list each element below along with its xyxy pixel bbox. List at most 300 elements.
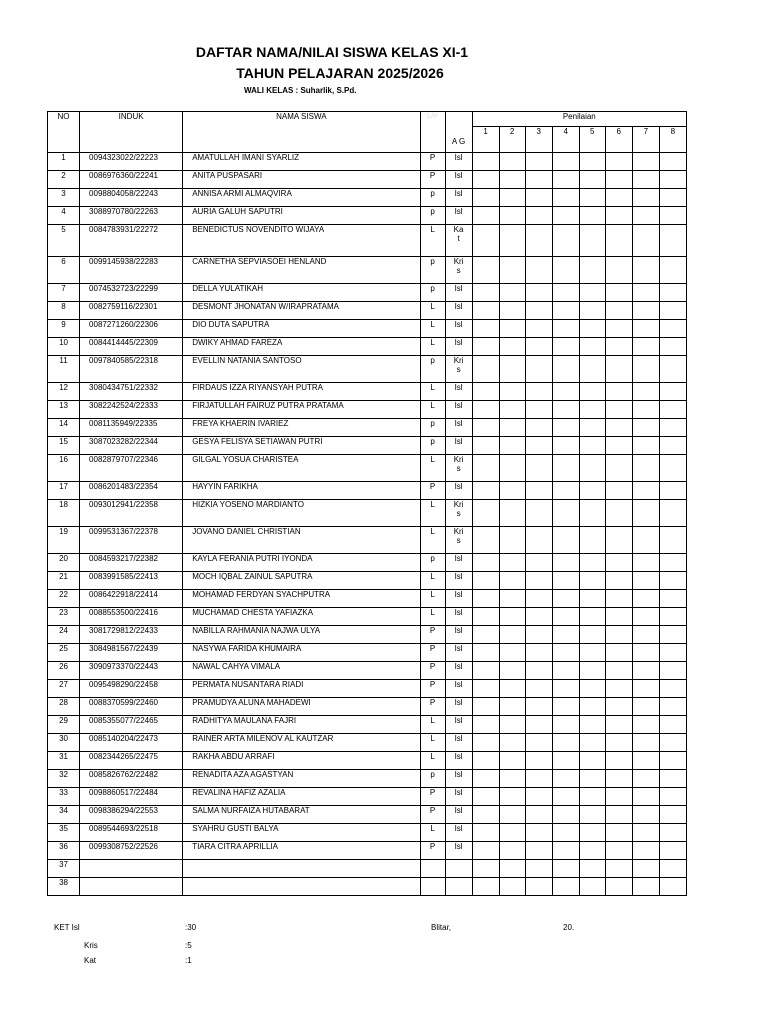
cell-lp: L [420, 590, 445, 608]
page-subtitle: TAHUN PELAJARAN 2025/2026 [236, 65, 444, 81]
cell-score [632, 356, 659, 383]
cell-score [472, 302, 499, 320]
cell-score [499, 680, 525, 698]
cell-score [472, 572, 499, 590]
cell-lp: L [420, 527, 445, 554]
cell-score [499, 383, 525, 401]
cell-score [632, 734, 659, 752]
cell-score [579, 171, 605, 189]
cell-score [579, 153, 605, 171]
cell-score [579, 419, 605, 437]
cell-score [472, 284, 499, 302]
cell-nama: RADHITYA MAULANA FAJRI [183, 716, 420, 734]
cell-score [579, 554, 605, 572]
cell-lp: p [420, 189, 445, 207]
cell-score [632, 302, 659, 320]
cell-score [552, 225, 579, 257]
cell-score [499, 419, 525, 437]
cell-score [499, 554, 525, 572]
cell-induk: 0086976360/22241 [80, 171, 183, 189]
cell-agama: Isl [445, 383, 472, 401]
cell-score [472, 320, 499, 338]
cell-nama: HAYYIN FARIKHA [183, 482, 420, 500]
cell-score [659, 788, 686, 806]
cell-no: 10 [48, 338, 80, 356]
cell-score [605, 257, 632, 284]
cell-score [605, 716, 632, 734]
cell-score [552, 608, 579, 626]
cell-lp: p [420, 437, 445, 455]
table-row [48, 590, 687, 608]
header-nama: NAMA SISWA [183, 112, 420, 153]
cell-induk: 0099145938/22283 [80, 257, 183, 284]
cell-score [579, 842, 605, 860]
cell-agama: Isl [445, 842, 472, 860]
cell-score [659, 644, 686, 662]
cell-score [605, 189, 632, 207]
cell-score [525, 500, 552, 527]
cell-score [525, 225, 552, 257]
cell-score [659, 338, 686, 356]
cell-induk: 3082242524/22333 [80, 401, 183, 419]
cell-no: 36 [48, 842, 80, 860]
cell-no: 27 [48, 680, 80, 698]
cell-score [632, 626, 659, 644]
cell-score [632, 189, 659, 207]
cell-no: 11 [48, 356, 80, 383]
cell-score [632, 824, 659, 842]
cell-score [659, 626, 686, 644]
cell-score [579, 770, 605, 788]
cell-score [499, 401, 525, 419]
cell-score [472, 824, 499, 842]
cell-lp: L [420, 225, 445, 257]
header-penilaian: Penilaian [472, 112, 686, 127]
cell-score [605, 383, 632, 401]
cell-lp: P [420, 171, 445, 189]
cell-score [605, 788, 632, 806]
cell-score [605, 608, 632, 626]
cell-score [525, 257, 552, 284]
cell-induk [80, 878, 183, 896]
cell-score [632, 482, 659, 500]
cell-score [632, 207, 659, 225]
page-title: DAFTAR NAMA/NILAI SISWA KELAS XI-1 [195, 44, 469, 60]
cell-score [525, 860, 552, 878]
cell-no: 25 [48, 644, 80, 662]
cell-score [472, 338, 499, 356]
cell-score [605, 554, 632, 572]
cell-score [472, 527, 499, 554]
cell-score [499, 171, 525, 189]
cell-score [632, 752, 659, 770]
cell-score [472, 401, 499, 419]
cell-score [499, 572, 525, 590]
cell-score [499, 698, 525, 716]
cell-score [659, 860, 686, 878]
cell-score [472, 419, 499, 437]
cell-lp: L [420, 401, 445, 419]
cell-nama: DWIKY AHMAD FAREZA [183, 338, 420, 356]
cell-score [499, 284, 525, 302]
cell-lp: L [420, 734, 445, 752]
cell-nama: FREYA KHAERIN IVARIEZ [183, 419, 420, 437]
ket-kris-value: :5 [185, 941, 192, 950]
cell-score [579, 338, 605, 356]
cell-score [632, 788, 659, 806]
cell-score [605, 437, 632, 455]
cell-score [605, 734, 632, 752]
cell-score [579, 860, 605, 878]
cell-score [605, 284, 632, 302]
cell-induk: 3087023282/22344 [80, 437, 183, 455]
cell-score [472, 383, 499, 401]
table-row [48, 644, 687, 662]
cell-score [605, 770, 632, 788]
cell-score [499, 734, 525, 752]
cell-score [499, 482, 525, 500]
cell-score [659, 698, 686, 716]
cell-score [499, 716, 525, 734]
cell-score [552, 437, 579, 455]
cell-nama [183, 878, 420, 896]
cell-score [552, 383, 579, 401]
cell-lp: P [420, 626, 445, 644]
cell-score [605, 698, 632, 716]
cell-score [605, 824, 632, 842]
cell-score [659, 419, 686, 437]
cell-score [525, 455, 552, 482]
cell-score [499, 455, 525, 482]
cell-score [552, 590, 579, 608]
cell-score [659, 171, 686, 189]
cell-score [552, 842, 579, 860]
cell-score [632, 662, 659, 680]
cell-nama: FIRDAUS IZZA RIYANSYAH PUTRA [183, 383, 420, 401]
cell-score [499, 590, 525, 608]
cell-score [525, 284, 552, 302]
cell-score [552, 716, 579, 734]
cell-score [472, 608, 499, 626]
cell-no: 19 [48, 527, 80, 554]
cell-score [525, 482, 552, 500]
cell-nama: REVALINA HAFIZ AZALIA [183, 788, 420, 806]
cell-nama: DELLA YULATIKAH [183, 284, 420, 302]
cell-score [579, 734, 605, 752]
cell-no: 23 [48, 608, 80, 626]
ket-kris-label: Kris [84, 941, 98, 950]
cell-score [552, 338, 579, 356]
cell-nama: FIRJATULLAH FAIRUZ PUTRA PRATAMA [183, 401, 420, 419]
cell-score [472, 770, 499, 788]
cell-score [499, 320, 525, 338]
cell-score [659, 554, 686, 572]
cell-lp: p [420, 207, 445, 225]
cell-nama: MOCH IQBAL ZAINUL SAPUTRA [183, 572, 420, 590]
cell-no: 33 [48, 788, 80, 806]
cell-score [605, 455, 632, 482]
cell-induk: 0086422918/22414 [80, 590, 183, 608]
cell-nama: MOHAMAD FERDYAN SYACHPUTRA [183, 590, 420, 608]
cell-score [552, 171, 579, 189]
header-col-8: 8 [659, 127, 686, 153]
cell-score [605, 171, 632, 189]
cell-nama: AMATULLAH IMANI SYARLIZ [183, 153, 420, 171]
cell-score [659, 878, 686, 896]
cell-nama: RAINER ARTA MILENOV AL KAUTZAR [183, 734, 420, 752]
cell-lp: L [420, 500, 445, 527]
cell-score [605, 419, 632, 437]
cell-score [659, 716, 686, 734]
cell-score [552, 572, 579, 590]
cell-score [525, 680, 552, 698]
cell-score [499, 752, 525, 770]
cell-score [632, 644, 659, 662]
cell-score [525, 527, 552, 554]
cell-score [499, 878, 525, 896]
cell-score [632, 680, 659, 698]
cell-score [472, 698, 499, 716]
cell-lp: P [420, 153, 445, 171]
cell-score [552, 770, 579, 788]
cell-score [632, 284, 659, 302]
cell-nama: NASYWA FARIDA KHUMAIRA [183, 644, 420, 662]
cell-score [552, 257, 579, 284]
cell-score [659, 482, 686, 500]
header-agama: A G [445, 112, 472, 153]
cell-score [525, 752, 552, 770]
cell-score [659, 824, 686, 842]
cell-score [525, 788, 552, 806]
cell-lp: P [420, 662, 445, 680]
cell-no: 20 [48, 554, 80, 572]
cell-agama: Isl [445, 788, 472, 806]
cell-score [605, 527, 632, 554]
cell-score [632, 455, 659, 482]
cell-score [632, 698, 659, 716]
cell-score [632, 383, 659, 401]
cell-score [552, 806, 579, 824]
cell-score [552, 554, 579, 572]
cell-score [659, 189, 686, 207]
cell-score [499, 608, 525, 626]
cell-no: 5 [48, 225, 80, 257]
cell-induk: 0074532723/22299 [80, 284, 183, 302]
cell-nama: PERMATA NUSANTARA RIADI [183, 680, 420, 698]
cell-score [499, 788, 525, 806]
table-row [48, 401, 687, 419]
table-row [48, 698, 687, 716]
table-row [48, 788, 687, 806]
header-col-1: 1 [472, 127, 499, 153]
cell-score [579, 662, 605, 680]
cell-score [552, 401, 579, 419]
table-row [48, 482, 687, 500]
cell-no: 17 [48, 482, 80, 500]
cell-no: 26 [48, 662, 80, 680]
table-row [48, 338, 687, 356]
cell-score [552, 284, 579, 302]
header-induk: INDUK [80, 112, 183, 153]
cell-score [632, 153, 659, 171]
cell-score [632, 320, 659, 338]
cell-score [605, 752, 632, 770]
cell-score [579, 401, 605, 419]
cell-score [552, 626, 579, 644]
cell-score [499, 302, 525, 320]
cell-lp: L [420, 572, 445, 590]
cell-induk [80, 860, 183, 878]
cell-score [579, 225, 605, 257]
cell-agama: Isl [445, 752, 472, 770]
cell-score [659, 770, 686, 788]
cell-score [579, 189, 605, 207]
cell-no: 16 [48, 455, 80, 482]
cell-score [605, 401, 632, 419]
cell-agama: Isl [445, 680, 472, 698]
cell-nama: PRAMUDYA ALUNA MAHADEWI [183, 698, 420, 716]
cell-lp: L [420, 383, 445, 401]
cell-score [579, 500, 605, 527]
cell-score [525, 842, 552, 860]
cell-score [579, 284, 605, 302]
cell-score [499, 189, 525, 207]
cell-lp: L [420, 752, 445, 770]
cell-nama: RAKHA ABDU ARRAFI [183, 752, 420, 770]
cell-induk: 0095498290/22458 [80, 680, 183, 698]
cell-induk: 0098386294/22553 [80, 806, 183, 824]
header-col-6: 6 [605, 127, 632, 153]
cell-lp: p [420, 356, 445, 383]
cell-no: 22 [48, 590, 80, 608]
cell-no: 9 [48, 320, 80, 338]
cell-lp: L [420, 338, 445, 356]
cell-score [472, 626, 499, 644]
cell-score [525, 207, 552, 225]
cell-score [552, 644, 579, 662]
table-row [48, 842, 687, 860]
cell-lp: L [420, 716, 445, 734]
cell-agama: Isl [445, 207, 472, 225]
cell-nama: DESMONT JHONATAN W/IRAPRATAMA [183, 302, 420, 320]
cell-nama: CARNETHA SEPVIASOEI HENLAND [183, 257, 420, 284]
cell-score [659, 207, 686, 225]
cell-score [605, 644, 632, 662]
cell-lp: L [420, 302, 445, 320]
cell-score [552, 500, 579, 527]
cell-score [472, 225, 499, 257]
table-row [48, 608, 687, 626]
cell-no: 32 [48, 770, 80, 788]
cell-score [552, 207, 579, 225]
cell-score [605, 680, 632, 698]
cell-induk: 0081135949/22335 [80, 419, 183, 437]
cell-no: 2 [48, 171, 80, 189]
cell-score [605, 482, 632, 500]
cell-lp: L [420, 824, 445, 842]
cell-nama: KAYLA FERANIA PUTRI IYONDA [183, 554, 420, 572]
cell-induk: 0082879707/22346 [80, 455, 183, 482]
table-row [48, 527, 687, 554]
cell-score [632, 527, 659, 554]
cell-score [552, 824, 579, 842]
cell-score [499, 225, 525, 257]
table-row [48, 680, 687, 698]
cell-score [499, 806, 525, 824]
cell-score [659, 572, 686, 590]
cell-nama: MUCHAMAD CHESTA YAFIAZKA [183, 608, 420, 626]
cell-lp: L [420, 608, 445, 626]
cell-score [605, 302, 632, 320]
cell-no: 6 [48, 257, 80, 284]
cell-score [605, 662, 632, 680]
cell-score [659, 500, 686, 527]
cell-induk: 0085355077/22465 [80, 716, 183, 734]
cell-score [659, 806, 686, 824]
cell-score [552, 455, 579, 482]
cell-score [632, 171, 659, 189]
cell-score [632, 554, 659, 572]
cell-induk: 0083991585/22413 [80, 572, 183, 590]
table-row [48, 356, 687, 383]
cell-score [472, 716, 499, 734]
cell-lp [420, 860, 445, 878]
cell-score [605, 626, 632, 644]
cell-score [579, 437, 605, 455]
cell-no: 29 [48, 716, 80, 734]
cell-score [659, 356, 686, 383]
table-row [48, 153, 687, 171]
cell-induk: 0082759116/22301 [80, 302, 183, 320]
cell-score [499, 770, 525, 788]
cell-score [659, 284, 686, 302]
cell-induk: 0084593217/22382 [80, 554, 183, 572]
cell-nama: SYAHRU GUSTI BALYA [183, 824, 420, 842]
cell-score [525, 153, 552, 171]
cell-score [472, 455, 499, 482]
cell-induk: 0093012941/22358 [80, 500, 183, 527]
cell-lp: P [420, 788, 445, 806]
cell-induk: 0099531367/22378 [80, 527, 183, 554]
cell-score [552, 482, 579, 500]
ket-isl-label: KET Isl [54, 923, 80, 932]
cell-induk: 3081729812/22433 [80, 626, 183, 644]
cell-score [472, 842, 499, 860]
cell-score [499, 644, 525, 662]
cell-score [579, 383, 605, 401]
cell-nama: EVELLIN NATANIA SANTOSO [183, 356, 420, 383]
cell-score [579, 527, 605, 554]
cell-score [552, 752, 579, 770]
cell-lp: L [420, 320, 445, 338]
cell-score [659, 842, 686, 860]
cell-nama: BENEDICTUS NOVENDITO WIJAYA [183, 225, 420, 257]
cell-score [525, 716, 552, 734]
cell-score [472, 356, 499, 383]
cell-agama: Isl [445, 482, 472, 500]
cell-score [632, 860, 659, 878]
cell-score [472, 806, 499, 824]
cell-score [605, 225, 632, 257]
header-col-5: 5 [579, 127, 605, 153]
cell-score [632, 590, 659, 608]
cell-induk: 0085140204/22473 [80, 734, 183, 752]
cell-nama: AURIA GALUH SAPUTRI [183, 207, 420, 225]
table-row [48, 626, 687, 644]
cell-score [525, 356, 552, 383]
cell-score [659, 527, 686, 554]
cell-induk: 3088970780/22263 [80, 207, 183, 225]
